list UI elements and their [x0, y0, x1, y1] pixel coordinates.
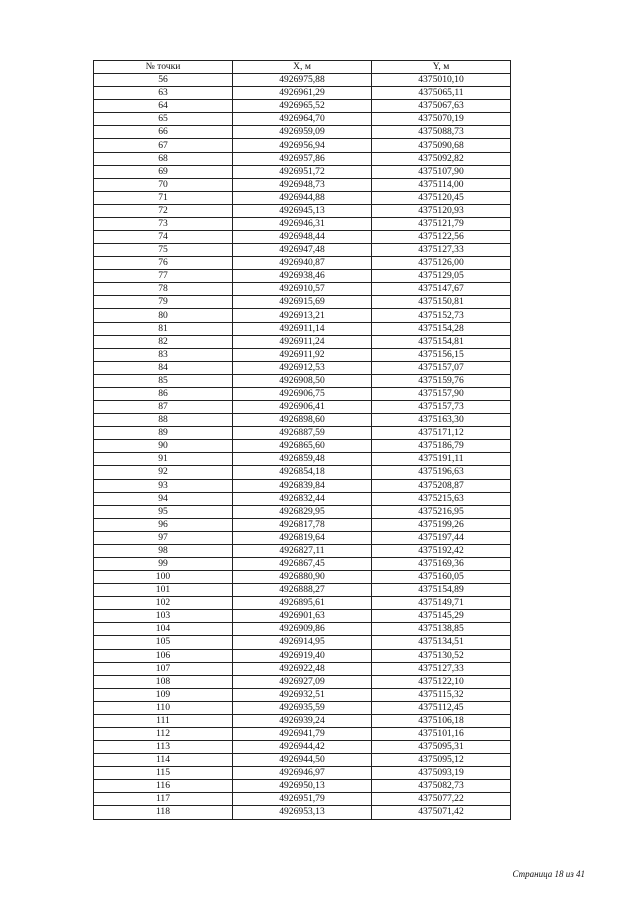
cell-x: 4926939,24 — [233, 714, 372, 727]
cell-point-number: 94 — [94, 492, 233, 505]
cell-x: 4926919,40 — [233, 649, 372, 662]
cell-x: 4926912,53 — [233, 361, 372, 374]
cell-point-number: 92 — [94, 466, 233, 479]
cell-y: 4375112,45 — [372, 701, 511, 714]
cell-point-number: 89 — [94, 427, 233, 440]
cell-y: 4375077,22 — [372, 793, 511, 806]
table-row — [94, 374, 511, 387]
cell-point-number: 101 — [94, 584, 233, 597]
cell-x: 4926944,42 — [233, 741, 372, 754]
table-row — [94, 74, 511, 87]
cell-point-number: 71 — [94, 191, 233, 204]
cell-point-number: 77 — [94, 270, 233, 283]
cell-point-number: 98 — [94, 544, 233, 557]
cell-x: 4926941,79 — [233, 727, 372, 740]
cell-point-number: 80 — [94, 309, 233, 322]
cell-x: 4926906,41 — [233, 401, 372, 414]
table-row — [94, 636, 511, 649]
table-row — [94, 727, 511, 740]
cell-x: 4926950,13 — [233, 780, 372, 793]
cell-y: 4375157,07 — [372, 361, 511, 374]
cell-y: 4375154,28 — [372, 322, 511, 335]
cell-y: 4375145,29 — [372, 610, 511, 623]
cell-x: 4926961,29 — [233, 87, 372, 100]
table-row — [94, 283, 511, 296]
table-row — [94, 113, 511, 126]
cell-point-number: 116 — [94, 780, 233, 793]
cell-y: 4375149,71 — [372, 597, 511, 610]
cell-point-number: 85 — [94, 374, 233, 387]
cell-point-number: 65 — [94, 113, 233, 126]
cell-point-number: 64 — [94, 100, 233, 113]
table-row — [94, 309, 511, 322]
cell-point-number: 81 — [94, 322, 233, 335]
cell-x: 4926940,87 — [233, 257, 372, 270]
cell-y: 4375216,95 — [372, 505, 511, 518]
cell-x: 4926915,69 — [233, 296, 372, 309]
cell-point-number: 97 — [94, 531, 233, 544]
cell-point-number: 100 — [94, 571, 233, 584]
table-row — [94, 414, 511, 427]
cell-y: 4375169,36 — [372, 557, 511, 570]
cell-y: 4375154,89 — [372, 584, 511, 597]
table-row — [94, 387, 511, 400]
cell-x: 4926913,21 — [233, 309, 372, 322]
cell-point-number: 87 — [94, 401, 233, 414]
cell-point-number: 108 — [94, 675, 233, 688]
cell-y: 4375129,05 — [372, 270, 511, 283]
cell-point-number: 103 — [94, 610, 233, 623]
table-row — [94, 191, 511, 204]
table-row — [94, 714, 511, 727]
table-row — [94, 453, 511, 466]
cell-point-number: 113 — [94, 741, 233, 754]
cell-y: 4375197,44 — [372, 531, 511, 544]
cell-x: 4926953,13 — [233, 806, 372, 819]
cell-y: 4375150,81 — [372, 296, 511, 309]
cell-point-number: 93 — [94, 479, 233, 492]
cell-point-number: 68 — [94, 152, 233, 165]
cell-x: 4926948,73 — [233, 178, 372, 191]
table-row — [94, 518, 511, 531]
table-row — [94, 479, 511, 492]
cell-point-number: 74 — [94, 231, 233, 244]
cell-x: 4926859,48 — [233, 453, 372, 466]
cell-y: 4375065,11 — [372, 87, 511, 100]
cell-y: 4375115,32 — [372, 688, 511, 701]
cell-y: 4375147,67 — [372, 283, 511, 296]
cell-x: 4926911,24 — [233, 335, 372, 348]
table-row — [94, 767, 511, 780]
cell-point-number: 84 — [94, 361, 233, 374]
cell-x: 4926910,57 — [233, 283, 372, 296]
cell-x: 4926827,11 — [233, 544, 372, 557]
table-row — [94, 675, 511, 688]
cell-x: 4926975,88 — [233, 74, 372, 87]
table-row — [94, 165, 511, 178]
cell-point-number: 66 — [94, 126, 233, 139]
cell-x: 4926895,61 — [233, 597, 372, 610]
cell-x: 4926938,46 — [233, 270, 372, 283]
cell-x: 4926888,27 — [233, 584, 372, 597]
table-row — [94, 701, 511, 714]
cell-point-number: 114 — [94, 754, 233, 767]
table-row — [94, 322, 511, 335]
cell-x: 4926854,18 — [233, 466, 372, 479]
cell-x: 4926959,09 — [233, 126, 372, 139]
table-row — [94, 597, 511, 610]
cell-point-number: 72 — [94, 204, 233, 217]
cell-x: 4926948,44 — [233, 231, 372, 244]
cell-point-number: 73 — [94, 217, 233, 230]
cell-y: 4375191,11 — [372, 453, 511, 466]
table-row — [94, 126, 511, 139]
table-row — [94, 531, 511, 544]
cell-x: 4926887,59 — [233, 427, 372, 440]
cell-y: 4375208,87 — [372, 479, 511, 492]
table-body — [94, 74, 511, 819]
cell-y: 4375090,68 — [372, 139, 511, 152]
cell-x: 4926922,48 — [233, 662, 372, 675]
cell-y: 4375199,26 — [372, 518, 511, 531]
table-row — [94, 204, 511, 217]
cell-y: 4375171,12 — [372, 427, 511, 440]
table-row — [94, 270, 511, 283]
header-row — [94, 61, 511, 74]
cell-point-number: 91 — [94, 453, 233, 466]
cell-y: 4375088,73 — [372, 126, 511, 139]
cell-point-number: 82 — [94, 335, 233, 348]
table-row — [94, 348, 511, 361]
cell-x: 4926829,95 — [233, 505, 372, 518]
cell-x: 4926951,79 — [233, 793, 372, 806]
cell-y: 4375106,18 — [372, 714, 511, 727]
cell-point-number: 70 — [94, 178, 233, 191]
cell-y: 4375095,31 — [372, 741, 511, 754]
cell-x: 4926957,86 — [233, 152, 372, 165]
cell-y: 4375107,90 — [372, 165, 511, 178]
cell-y: 4375120,93 — [372, 204, 511, 217]
cell-y: 4375138,85 — [372, 623, 511, 636]
cell-point-number: 104 — [94, 623, 233, 636]
table-row — [94, 296, 511, 309]
table-row — [94, 741, 511, 754]
cell-point-number: 88 — [94, 414, 233, 427]
cell-point-number: 115 — [94, 767, 233, 780]
cell-x: 4926909,86 — [233, 623, 372, 636]
cell-y: 4375122,56 — [372, 231, 511, 244]
table-row — [94, 754, 511, 767]
cell-point-number: 109 — [94, 688, 233, 701]
cell-point-number: 78 — [94, 283, 233, 296]
cell-x: 4926817,78 — [233, 518, 372, 531]
cell-x: 4926935,59 — [233, 701, 372, 714]
cell-x: 4926927,09 — [233, 675, 372, 688]
cell-point-number: 95 — [94, 505, 233, 518]
cell-point-number: 112 — [94, 727, 233, 740]
table-row — [94, 427, 511, 440]
table-row — [94, 584, 511, 597]
cell-y: 4375157,90 — [372, 387, 511, 400]
table-row — [94, 793, 511, 806]
cell-x: 4926914,95 — [233, 636, 372, 649]
cell-y: 4375156,15 — [372, 348, 511, 361]
cell-x: 4926965,52 — [233, 100, 372, 113]
cell-x: 4926901,63 — [233, 610, 372, 623]
cell-x: 4926839,84 — [233, 479, 372, 492]
header-point-number: № точки — [94, 61, 233, 74]
cell-x: 4926951,72 — [233, 165, 372, 178]
cell-y: 4375154,81 — [372, 335, 511, 348]
cell-point-number: 83 — [94, 348, 233, 361]
table-row — [94, 492, 511, 505]
cell-y: 4375101,16 — [372, 727, 511, 740]
table-row — [94, 649, 511, 662]
header-x: X, м — [233, 61, 372, 74]
cell-x: 4926964,70 — [233, 113, 372, 126]
cell-y: 4375160,05 — [372, 571, 511, 584]
table-header — [94, 61, 511, 74]
table-row — [94, 217, 511, 230]
cell-y: 4375157,73 — [372, 401, 511, 414]
cell-y: 4375186,79 — [372, 440, 511, 453]
cell-x: 4926819,64 — [233, 531, 372, 544]
table-row — [94, 440, 511, 453]
cell-y: 4375130,52 — [372, 649, 511, 662]
cell-y: 4375163,30 — [372, 414, 511, 427]
cell-y: 4375126,00 — [372, 257, 511, 270]
cell-y: 4375070,19 — [372, 113, 511, 126]
cell-y: 4375192,42 — [372, 544, 511, 557]
cell-y: 4375010,10 — [372, 74, 511, 87]
cell-y: 4375114,00 — [372, 178, 511, 191]
table-row — [94, 231, 511, 244]
cell-y: 4375121,79 — [372, 217, 511, 230]
cell-x: 4926867,45 — [233, 557, 372, 570]
cell-y: 4375120,45 — [372, 191, 511, 204]
cell-y: 4375159,76 — [372, 374, 511, 387]
cell-y: 4375067,63 — [372, 100, 511, 113]
table-row — [94, 780, 511, 793]
cell-x: 4926946,97 — [233, 767, 372, 780]
cell-point-number: 63 — [94, 87, 233, 100]
cell-point-number: 76 — [94, 257, 233, 270]
cell-point-number: 106 — [94, 649, 233, 662]
cell-point-number: 75 — [94, 244, 233, 257]
page-number: Страница 18 из 41 — [512, 869, 585, 879]
table-row — [94, 571, 511, 584]
cell-y: 4375134,51 — [372, 636, 511, 649]
cell-y: 4375127,33 — [372, 662, 511, 675]
cell-x: 4926947,48 — [233, 244, 372, 257]
table-row — [94, 244, 511, 257]
cell-point-number: 110 — [94, 701, 233, 714]
coordinates-table — [93, 60, 511, 820]
cell-point-number: 107 — [94, 662, 233, 675]
cell-x: 4926898,60 — [233, 414, 372, 427]
cell-point-number: 56 — [94, 74, 233, 87]
cell-point-number: 102 — [94, 597, 233, 610]
cell-x: 4926946,31 — [233, 217, 372, 230]
table-row — [94, 335, 511, 348]
cell-y: 4375196,63 — [372, 466, 511, 479]
table-row — [94, 623, 511, 636]
table-row — [94, 178, 511, 191]
cell-y: 4375122,10 — [372, 675, 511, 688]
cell-point-number: 111 — [94, 714, 233, 727]
table-row — [94, 806, 511, 819]
cell-x: 4926865,60 — [233, 440, 372, 453]
cell-point-number: 117 — [94, 793, 233, 806]
table-row — [94, 87, 511, 100]
cell-x: 4926944,88 — [233, 191, 372, 204]
cell-point-number: 118 — [94, 806, 233, 819]
table-row — [94, 688, 511, 701]
cell-x: 4926911,14 — [233, 322, 372, 335]
cell-point-number: 96 — [94, 518, 233, 531]
cell-y: 4375215,63 — [372, 492, 511, 505]
cell-x: 4926880,90 — [233, 571, 372, 584]
cell-x: 4926945,13 — [233, 204, 372, 217]
cell-point-number: 79 — [94, 296, 233, 309]
table-row — [94, 401, 511, 414]
cell-y: 4375092,82 — [372, 152, 511, 165]
cell-point-number: 86 — [94, 387, 233, 400]
cell-x: 4926932,51 — [233, 688, 372, 701]
cell-point-number: 90 — [94, 440, 233, 453]
table-row — [94, 662, 511, 675]
table-row — [94, 361, 511, 374]
cell-point-number: 99 — [94, 557, 233, 570]
cell-y: 4375071,42 — [372, 806, 511, 819]
table-row — [94, 139, 511, 152]
table-row — [94, 544, 511, 557]
cell-x: 4926944,50 — [233, 754, 372, 767]
cell-x: 4926908,50 — [233, 374, 372, 387]
header-y: Y, м — [372, 61, 511, 74]
table-row — [94, 557, 511, 570]
cell-y: 4375093,19 — [372, 767, 511, 780]
cell-y: 4375127,33 — [372, 244, 511, 257]
cell-y: 4375082,73 — [372, 780, 511, 793]
cell-x: 4926956,94 — [233, 139, 372, 152]
cell-point-number: 67 — [94, 139, 233, 152]
cell-point-number: 105 — [94, 636, 233, 649]
cell-y: 4375152,73 — [372, 309, 511, 322]
table-row — [94, 466, 511, 479]
table-row — [94, 610, 511, 623]
cell-x: 4926911,92 — [233, 348, 372, 361]
table-row — [94, 257, 511, 270]
table-row — [94, 100, 511, 113]
table-row — [94, 505, 511, 518]
cell-y: 4375095,12 — [372, 754, 511, 767]
cell-x: 4926832,44 — [233, 492, 372, 505]
cell-x: 4926906,75 — [233, 387, 372, 400]
cell-point-number: 69 — [94, 165, 233, 178]
table-row — [94, 152, 511, 165]
